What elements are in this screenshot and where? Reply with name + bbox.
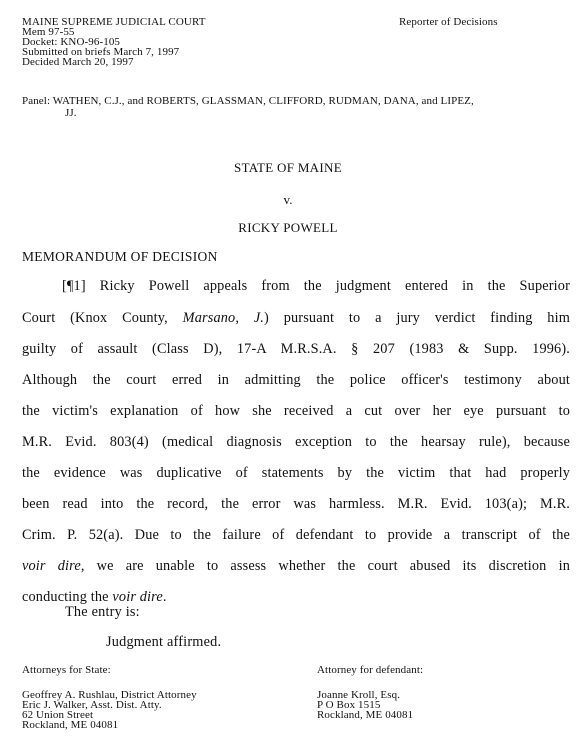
panel-line-1: Panel: WATHEN, C.J., and ROBERTS, GLASSMAN, CLIFFORD, RUDMAN, DANA, and LIPEZ, — [22, 95, 474, 107]
judgment-text: Judgment affirmed. — [106, 634, 222, 650]
paragraph-text: , we are unable to assess whether the court abused its discretion in — [80, 558, 570, 574]
header-block — [22, 17, 206, 67]
reporter-label: Reporter of Decisions — [399, 16, 498, 28]
paragraph-text: Although the court erred in admitting the police officer's testimony about — [22, 372, 570, 388]
paragraph-line — [22, 527, 570, 543]
paragraph-text: [¶1] Ricky Powell appeals from the judgment entered in the Superior — [62, 278, 570, 294]
voir-dire-term: voir dire — [22, 558, 81, 574]
paragraph-text: guilty of assault (Class D), 17-A M.R.S.A. § 207 (1983 & Supp. 1996). — [22, 341, 570, 357]
memo-number: Mem 97-55 — [22, 26, 75, 38]
memorandum-heading: MEMORANDUM OF DECISION — [22, 249, 218, 264]
paragraph-line — [22, 310, 570, 326]
judge-name: Marsano, J. — [182, 310, 265, 326]
submitted-date: Submitted on briefs March 7, 1997 — [22, 46, 180, 58]
paragraph-text: been read into the record, the error was harmless. M.R. Evid. 103(a); M.R. — [22, 496, 570, 512]
court-name: MAINE SUPREME JUDICIAL COURT — [22, 16, 206, 28]
paragraph-line — [62, 278, 570, 294]
address-po-box: P O Box 1515 — [317, 699, 381, 711]
paragraph-line — [22, 372, 570, 388]
attorney-defendant-block — [317, 690, 413, 720]
paragraph-line — [22, 589, 570, 605]
attorney-name: Joanne Kroll, Esq. — [317, 689, 401, 701]
attorney-name: Geoffrey A. Rushlau, District Attorney — [22, 689, 197, 701]
paragraph-text: the evidence was duplicative of statements by the victim that had properly — [22, 465, 570, 481]
caption-plaintiff: STATE OF MAINE — [234, 160, 342, 175]
docket-number: Docket: KNO-96-105 — [22, 36, 121, 48]
paragraph-text: ) pursuant to a jury verdict finding him — [264, 310, 570, 326]
paragraph-text: Crim. P. 52(a). Due to the failure of defendant to provide a transcript of the — [22, 527, 570, 543]
entry-label: The entry is: — [65, 604, 140, 620]
address-street: 62 Union Street — [22, 709, 94, 721]
voir-dire-term: voir dire — [112, 589, 163, 605]
decided-date: Decided March 20, 1997 — [22, 56, 134, 68]
attorney-defendant-heading: Attorney for defendant: — [317, 664, 424, 676]
address-city: Rockland, ME 04081 — [22, 719, 119, 731]
paragraph-text: M.R. Evid. 803(4) (medical diagnosis exception to the hearsay rule), because — [22, 434, 570, 450]
paragraph-line — [22, 341, 570, 357]
paragraph-line — [22, 558, 570, 574]
address-city: Rockland, ME 04081 — [317, 709, 414, 721]
paragraph-text: . — [162, 589, 167, 605]
attorneys-state-block — [22, 690, 197, 730]
paragraph-text: conducting the — [22, 589, 113, 605]
attorneys-state-heading: Attorneys for State: — [22, 664, 111, 676]
attorney-name: Eric J. Walker, Asst. Dist. Atty. — [22, 699, 162, 711]
caption-versus: v. — [283, 192, 293, 207]
paragraph-line — [22, 403, 570, 419]
paragraph-line — [22, 465, 570, 481]
caption-defendant: RICKY POWELL — [238, 220, 338, 235]
paragraph-text: the victim's explanation of how she received a cut over her eye pursuant to — [22, 403, 570, 419]
paragraph-line — [22, 434, 570, 450]
panel-line-2: JJ. — [65, 107, 77, 119]
paragraph-text: Court (Knox County, — [22, 310, 183, 326]
paragraph-line — [22, 496, 570, 512]
